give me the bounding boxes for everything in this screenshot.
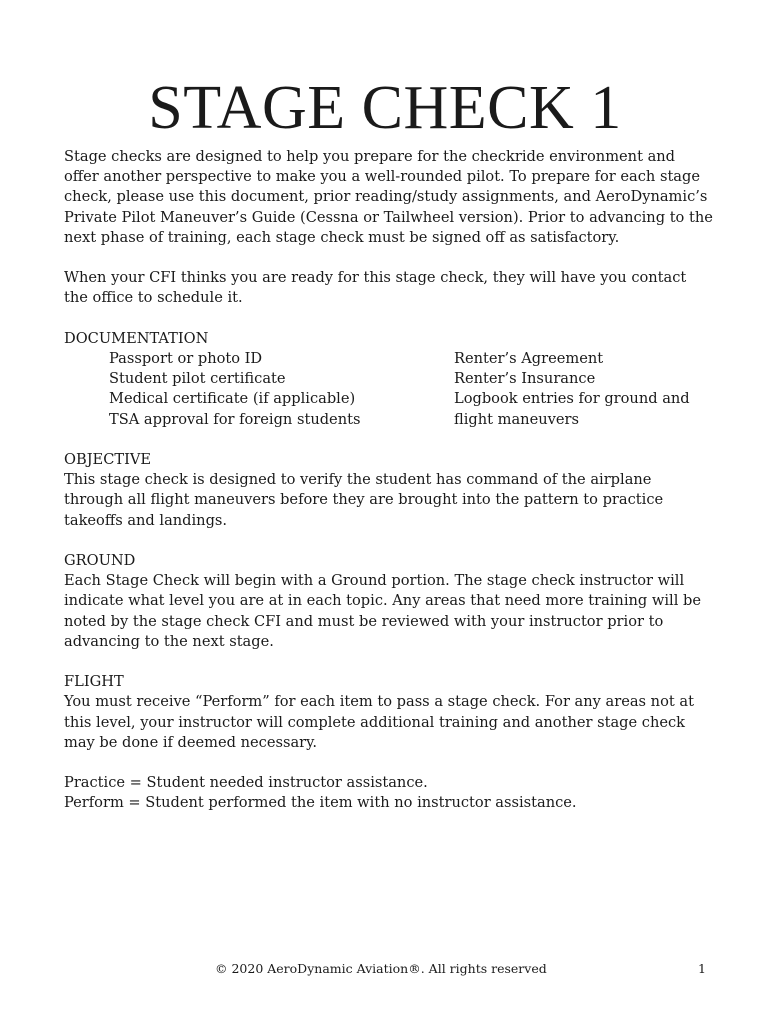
documentation-item: Renter’s Agreement: [454, 350, 604, 367]
copyright-notice: © 2020 AeroDynamic Aviation®. All rights reserved: [215, 961, 547, 976]
document-body: [64, 147, 714, 814]
documentation-item: Renter’s Insurance: [454, 370, 596, 388]
spacer: [64, 248, 714, 268]
documentation-item: Passport or photo ID: [109, 350, 263, 367]
spacer: [64, 531, 714, 551]
flight-text: You must receive “Perform” for each item to pass a stage check. For any areas not at this level, your instructor will complete additional training and another stage check may be done if deemed necessary.: [64, 693, 694, 751]
documentation-right-column: [454, 349, 714, 430]
documentation-item: TSA approval for foreign students: [109, 410, 361, 428]
scheduling-paragraph: When your CFI thinks you are ready for this stage check, they will have you contact the office to schedule it.: [64, 269, 687, 307]
documentation-item: Logbook entries for ground and flight maneuvers: [454, 390, 690, 428]
spacer: [64, 652, 714, 672]
ground-text: Each Stage Check will begin with a Ground portion. The stage check instructor will indicate what level you are at in each topic. Any areas that need more training will be noted by the stage check CFI and must be reviewed with your instructor prior to advancing to the next stage.: [64, 572, 701, 650]
ground-heading: GROUND: [64, 552, 136, 569]
spacer: [64, 430, 714, 450]
perform-definition: Perform = Student performed the item with no instructor assistance.: [64, 794, 577, 812]
spacer: [64, 309, 714, 329]
spacer: [64, 753, 714, 773]
page-number: 1: [698, 961, 706, 976]
objective-text: This stage check is designed to verify the student has command of the airplane through all flight maneuvers before they are brought into the pattern to practice takeoffs and landings.: [64, 471, 664, 529]
documentation-item: Medical certificate (if applicable): [109, 390, 356, 408]
practice-definition: Practice = Student needed instructor assistance.: [64, 774, 428, 792]
intro-paragraph: Stage checks are designed to help you prepare for the checkride environment and offer another perspective to make you a well-rounded pilot. To prepare for each stage check, please use this document, prior reading/study assignments, and AeroDynamic’s Private Pilot Maneuver’s Guide (Cessna or Tailwheel version). Prior to advancing to the next phase of training, each stage check must be signed off as satisfactory.: [64, 148, 713, 246]
documentation-list: [64, 349, 714, 430]
documentation-left-column: [109, 349, 454, 430]
documentation-item: Student pilot certificate: [109, 370, 286, 388]
objective-heading: OBJECTIVE: [64, 451, 152, 468]
page-title: STAGE CHECK 1: [148, 74, 622, 142]
documentation-heading: DOCUMENTATION: [64, 329, 209, 347]
flight-heading: FLIGHT: [64, 673, 124, 691]
